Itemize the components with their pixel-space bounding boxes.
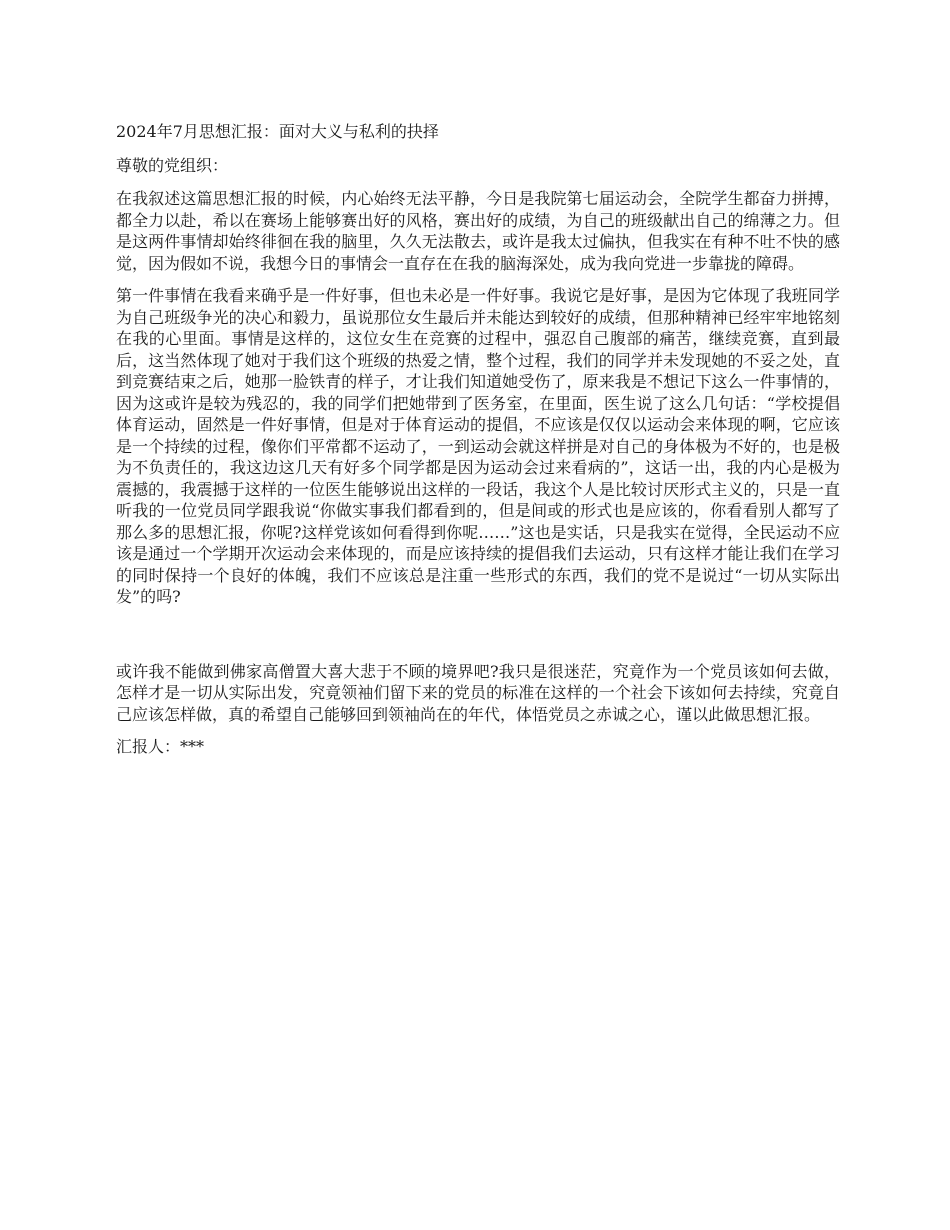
salutation: 尊敬的党组织： bbox=[116, 155, 229, 175]
body-paragraph-3: 或许我不能做到佛家高僧置大喜大悲于不顾的境界吧?我只是很迷茫，究竟作为一个党员该如何去做，怎样才是一切从实际出发，究竟领袖们留下来的党员的标准在这样的一个社会下该如何去持续，究竟自己应该怎样做，真的希望自己能够回到领袖尚在的年代，体悟党员之赤诚之心，谨以此做思想汇报。 bbox=[116, 661, 840, 724]
body-paragraph-2: 第一件事情在我看来确乎是一件好事，但也未必是一件好事。我说它是好事，是因为它体现了我班同学为自己班级争光的决心和毅力，虽说那位女生最后并未能达到较好的成绩，但那种精神已经牢牢地铭刻在我的心里面。事情是这样的，这位女生在竞赛的过程中，强忍自己腹部的痛苦，继续竞赛，直到最后，这当然体现了她对于我们这个班级的热爱之情，整个过程，我们的同学并未发现她的不妥之处，直到竞赛结束之后，她那一脸铁青的样子，才让我们知道她受伤了，原来我是不想记下这么一件事情的，因为这或许是较为残忍的，我的同学们把她带到了医务室，在里面，医生说了这么几句话：“学校提倡体育运动，固然是一件好事情，但是对于体育运动的提倡，不应该是仅仅以运动会来体现的啊，它应该是一个持续的过程，像你们平常都不运动了，一到运动会就这样拼是对自己的身体极为不好的，也是极为不负责任的，我这边这几天有好多个同学都是因为运动会过来看病的”，这话一出，我的内心是极为震撼的，我震撼于这样的一位医生能够说出这样的一段话，我这个人是比较讨厌形式主义的，只是一直听我的一位党员同学跟我说“你做实事我们都看到的，但是间或的形式也是应该的，你看看别人都写了那么多的思想汇报，你呢?这样党该如何看得到你呢……”这也是实话，只是我实在觉得，全民运动不应该是通过一个学期开次运动会来体现的，而是应该持续的提倡我们去运动，只有这样才能让我们在学习的同时保持一个良好的体魄，我们不应该总是注重一些形式的东西，我们的党不是说过“一切从实际出发”的吗? bbox=[116, 286, 840, 606]
body-paragraph-1: 在我叙述这篇思想汇报的时候，内心始终无法平静，今日是我院第七届运动会，全院学生都奋力拼搏，都全力以赴，希以在赛场上能够赛出好的风格，赛出好的成绩，为自己的班级献出自己的绵薄之力。但是这两件事情却始终徘徊在我的脑里，久久无法散去，或许是我太过偏执，但我实在有种不吐不快的感觉，因为假如不说，我想今日的事情会一直存在在我的脑海深处，成为我向党进一步靠拢的障碍。 bbox=[116, 189, 840, 273]
document-title: 2024年7月思想汇报：面对大义与私利的抉择 bbox=[116, 122, 439, 141]
document-page bbox=[116, 121, 840, 769]
signature: 汇报人：*** bbox=[116, 737, 205, 756]
